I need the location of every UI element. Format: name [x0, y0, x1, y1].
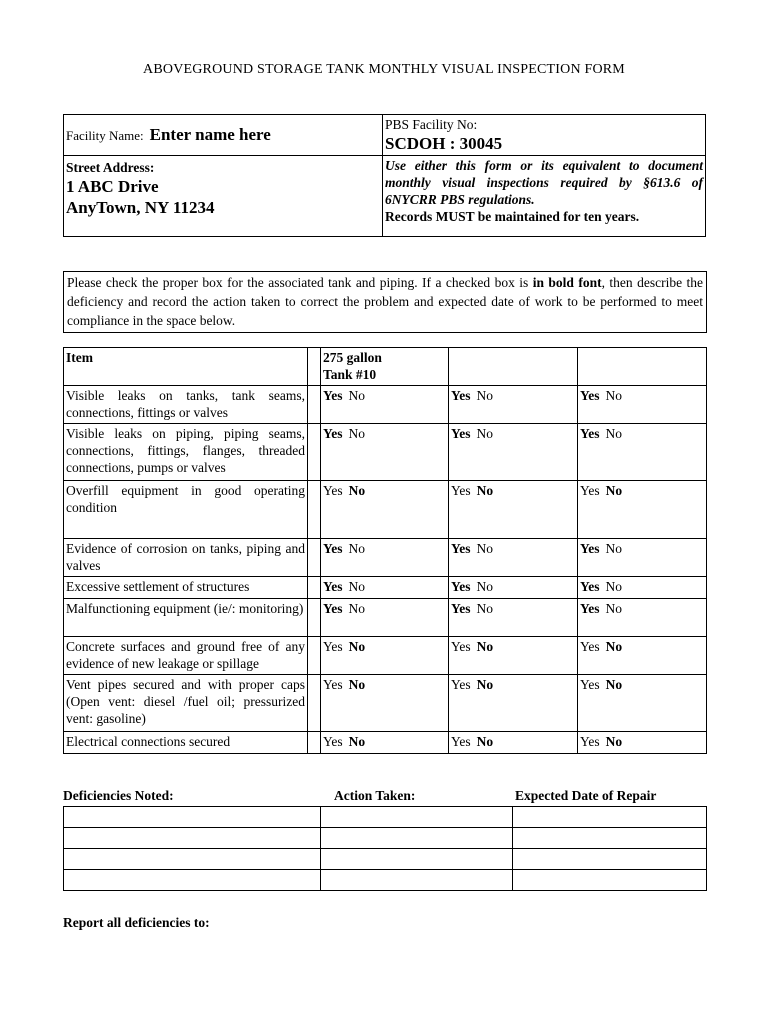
action-taken-cell[interactable]: [321, 870, 513, 891]
yes-option[interactable]: Yes: [323, 601, 343, 616]
deficiency-noted-cell[interactable]: [64, 807, 321, 828]
spacer-cell: [308, 637, 321, 675]
yes-no-cell: [449, 675, 578, 732]
yes-no-cell: [321, 577, 449, 599]
yes-no-cell: [578, 637, 707, 675]
street-address-line1[interactable]: 1 ABC Drive: [66, 177, 159, 196]
inspection-row: [64, 732, 707, 754]
inspection-table: [63, 347, 707, 754]
yes-no-cell: [578, 481, 707, 539]
inspection-item: Concrete surfaces and ground free of any evidence of new leakage or spillage: [64, 637, 308, 675]
inspection-item: Electrical connections secured: [64, 732, 308, 754]
spacer-cell: [308, 539, 321, 577]
yes-no-cell: [321, 481, 449, 539]
inspection-item: Overfill equipment in good operating condition: [64, 481, 308, 539]
yes-option[interactable]: Yes: [451, 388, 471, 403]
yes-option[interactable]: Yes: [580, 388, 600, 403]
tank-column-header-3: [578, 348, 707, 386]
yes-option[interactable]: Yes: [323, 677, 343, 692]
yes-no-cell: [449, 424, 578, 481]
no-option[interactable]: No: [605, 677, 623, 692]
yes-option[interactable]: Yes: [580, 639, 600, 654]
yes-option[interactable]: Yes: [323, 734, 343, 749]
yes-option[interactable]: Yes: [451, 426, 471, 441]
no-option[interactable]: No: [605, 579, 622, 594]
inspection-row: [64, 577, 707, 599]
inspection-item: Malfunctioning equipment (ie/: monitoring): [64, 599, 308, 637]
yes-option[interactable]: Yes: [580, 734, 600, 749]
regulation-note-cell: [383, 156, 706, 237]
yes-option[interactable]: Yes: [451, 483, 471, 498]
street-address-label: Street Address:: [66, 160, 155, 175]
spacer-cell: [308, 577, 321, 599]
records-note: Records MUST be maintained for ten years.: [385, 209, 640, 224]
instructions-text-2: , then describe the deficiency and record the action taken to correct the problem and expected date of work to be performed to meet compliance in the space below.: [67, 275, 704, 328]
no-option[interactable]: No: [605, 601, 622, 616]
yes-no-cell: [449, 481, 578, 539]
no-option[interactable]: No: [605, 426, 622, 441]
yes-option[interactable]: Yes: [451, 601, 471, 616]
no-option[interactable]: No: [348, 677, 366, 692]
yes-no-cell: [449, 599, 578, 637]
no-option[interactable]: No: [476, 426, 493, 441]
action-taken-cell[interactable]: [321, 828, 513, 849]
tank-size-label: 275 gallon: [323, 350, 382, 365]
facility-name-cell: [64, 115, 383, 156]
deficiency-row: [64, 870, 707, 891]
deficiency-noted-cell[interactable]: [64, 849, 321, 870]
tank-number-label: Tank #10: [323, 367, 377, 382]
facility-info-table: [63, 114, 706, 237]
inspection-row: [64, 637, 707, 675]
no-option[interactable]: No: [476, 388, 493, 403]
yes-no-cell: [578, 577, 707, 599]
inspection-row: [64, 481, 707, 539]
no-option[interactable]: No: [605, 541, 622, 556]
no-option[interactable]: No: [605, 483, 623, 498]
no-option[interactable]: No: [605, 734, 623, 749]
yes-no-cell: [578, 539, 707, 577]
instructions-bold-text: in bold font: [532, 275, 602, 290]
yes-no-cell: [578, 424, 707, 481]
inspection-item: Visible leaks on tanks, tank seams, connections, fittings or valves: [64, 386, 308, 424]
instructions-box: [63, 271, 707, 333]
spacer-cell: [308, 386, 321, 424]
instructions-text-1: Please check the proper box for the associated tank and piping. If a checked box is: [67, 275, 533, 290]
yes-option[interactable]: Yes: [323, 426, 343, 441]
deficiency-noted-cell[interactable]: [64, 828, 321, 849]
expected-date-cell[interactable]: [513, 870, 707, 891]
yes-no-cell: [449, 577, 578, 599]
no-option[interactable]: No: [476, 734, 494, 749]
yes-option[interactable]: Yes: [323, 579, 343, 594]
inspection-item: Visible leaks on piping, piping seams, connections, fittings, flanges, threaded connections, pumps or valves: [64, 424, 308, 481]
expected-date-cell[interactable]: [513, 807, 707, 828]
deficiency-row: [64, 807, 707, 828]
expected-date-label: Expected Date of Repair: [515, 788, 657, 803]
deficiency-noted-cell[interactable]: [64, 870, 321, 891]
yes-option[interactable]: Yes: [580, 426, 600, 441]
yes-no-cell: [578, 599, 707, 637]
yes-option[interactable]: Yes: [323, 388, 343, 403]
action-taken-cell[interactable]: [321, 807, 513, 828]
tank-column-header-2: [449, 348, 578, 386]
pbs-facility-label: PBS Facility No:: [385, 117, 478, 132]
yes-option[interactable]: Yes: [580, 677, 600, 692]
action-taken-label: Action Taken:: [334, 788, 416, 803]
yes-option[interactable]: Yes: [451, 579, 471, 594]
inspection-row: [64, 539, 707, 577]
expected-date-cell[interactable]: [513, 828, 707, 849]
inspection-row: [64, 386, 707, 424]
no-option[interactable]: No: [348, 579, 365, 594]
spacer-cell: [308, 348, 321, 386]
yes-no-cell: [449, 732, 578, 754]
pbs-facility-cell: [383, 115, 706, 156]
yes-no-cell: [321, 599, 449, 637]
inspection-item: Evidence of corrosion on tanks, piping and valves: [64, 539, 308, 577]
street-address-line2[interactable]: AnyTown, NY 11234: [66, 198, 215, 217]
street-address-cell: [64, 156, 383, 237]
deficiency-headers: [63, 788, 706, 806]
no-option[interactable]: No: [476, 541, 493, 556]
no-option[interactable]: No: [476, 483, 494, 498]
yes-option[interactable]: Yes: [580, 579, 600, 594]
no-option[interactable]: No: [348, 734, 366, 749]
yes-option[interactable]: Yes: [580, 483, 600, 498]
page-title: ABOVEGROUND STORAGE TANK MONTHLY VISUAL INSPECTION FORM: [143, 62, 625, 77]
deficiencies-noted-label: Deficiencies Noted:: [63, 788, 174, 803]
no-option[interactable]: No: [348, 426, 365, 441]
spacer-cell: [308, 599, 321, 637]
yes-no-cell: [449, 637, 578, 675]
yes-no-cell: [578, 675, 707, 732]
yes-option[interactable]: Yes: [580, 601, 600, 616]
pbs-facility-number[interactable]: SCDOH : 30045: [385, 134, 503, 153]
no-option[interactable]: No: [476, 601, 493, 616]
yes-no-cell: [321, 424, 449, 481]
inspection-header-row: [64, 348, 707, 386]
yes-no-cell: [321, 732, 449, 754]
deficiency-row: [64, 828, 707, 849]
spacer-cell: [308, 481, 321, 539]
yes-no-cell: [578, 386, 707, 424]
inspection-row: [64, 675, 707, 732]
spacer-cell: [308, 675, 321, 732]
yes-no-cell: [321, 675, 449, 732]
no-option[interactable]: No: [348, 388, 365, 403]
action-taken-cell[interactable]: [321, 849, 513, 870]
no-option[interactable]: No: [476, 579, 493, 594]
no-option[interactable]: No: [476, 677, 494, 692]
yes-no-cell: [449, 386, 578, 424]
yes-no-cell: [449, 539, 578, 577]
yes-option[interactable]: Yes: [451, 541, 471, 556]
facility-name-field[interactable]: Enter name here: [149, 125, 271, 144]
spacer-cell: [308, 424, 321, 481]
yes-option[interactable]: Yes: [323, 483, 343, 498]
spacer-cell: [308, 732, 321, 754]
deficiency-table: [63, 806, 707, 891]
yes-option[interactable]: Yes: [451, 677, 471, 692]
facility-name-label: Facility Name:: [66, 128, 144, 143]
no-option[interactable]: No: [605, 639, 623, 654]
yes-option[interactable]: Yes: [580, 541, 600, 556]
no-option[interactable]: No: [605, 388, 622, 403]
yes-no-cell: [321, 386, 449, 424]
report-deficiencies-label: Report all deficiencies to:: [63, 915, 210, 930]
yes-option[interactable]: Yes: [451, 639, 471, 654]
yes-no-cell: [578, 732, 707, 754]
yes-no-cell: [321, 539, 449, 577]
yes-option[interactable]: Yes: [323, 541, 343, 556]
no-option[interactable]: No: [476, 639, 494, 654]
yes-no-cell: [321, 637, 449, 675]
inspection-row: [64, 599, 707, 637]
deficiency-row: [64, 849, 707, 870]
yes-option[interactable]: Yes: [451, 734, 471, 749]
yes-option[interactable]: Yes: [323, 639, 343, 654]
no-option[interactable]: No: [348, 639, 366, 654]
tank-10-column-header: [321, 348, 449, 386]
no-option[interactable]: No: [348, 541, 365, 556]
inspection-item: Excessive settlement of structures: [64, 577, 308, 599]
regulation-note: Use either this form or its equivalent to document monthly visual inspections required by §613.6 of 6NYCRR PBS regulations.: [385, 158, 703, 207]
item-column-header: Item: [64, 348, 308, 386]
inspection-row: [64, 424, 707, 481]
no-option[interactable]: No: [348, 483, 366, 498]
expected-date-cell[interactable]: [513, 849, 707, 870]
inspection-item: Vent pipes secured and with proper caps (Open vent: diesel /fuel oil; pressurized vent: gasoline): [64, 675, 308, 732]
no-option[interactable]: No: [348, 601, 365, 616]
